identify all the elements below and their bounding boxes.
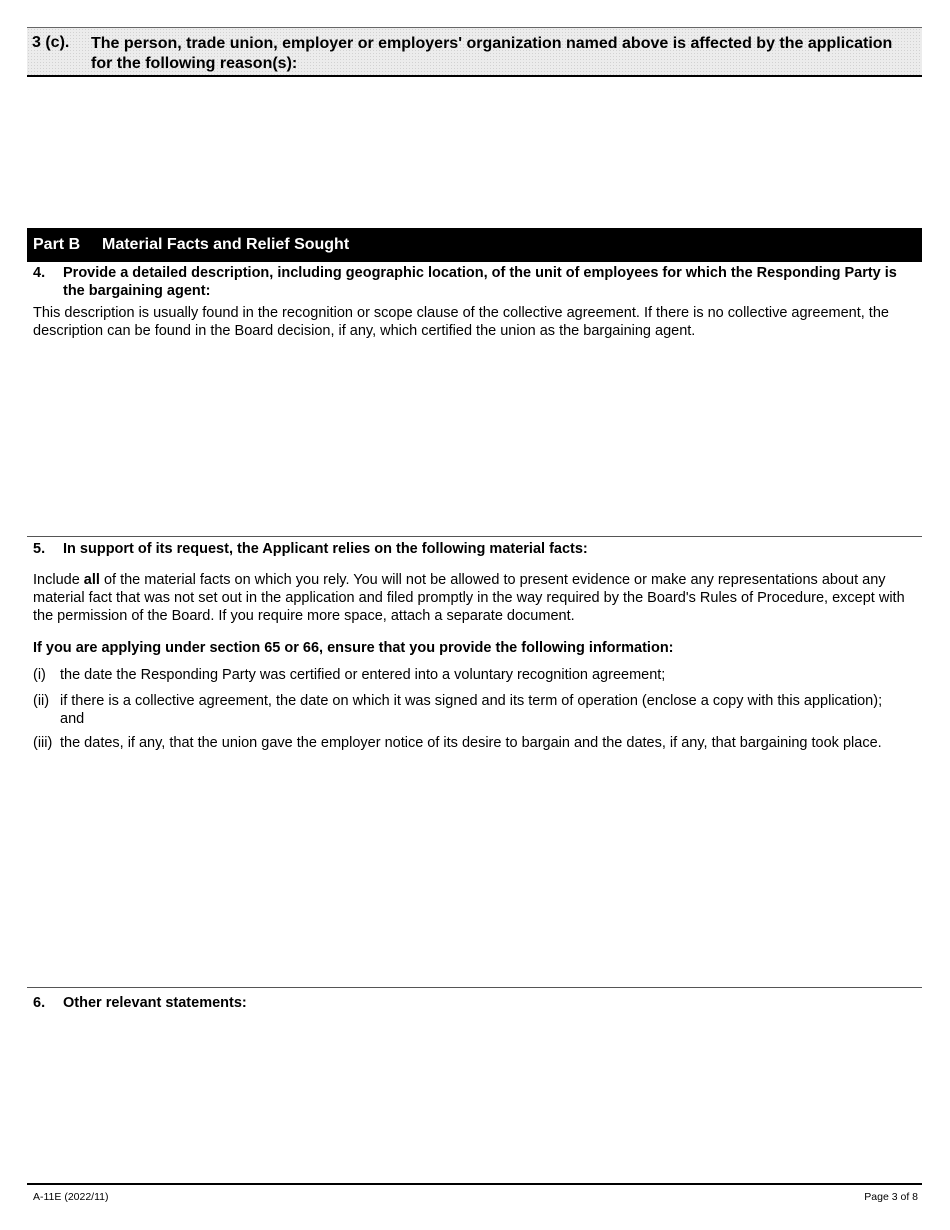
section-3c-number: 3 (c).	[32, 34, 70, 51]
q5-text: In support of its request, the Applicant relies on the following material facts:	[63, 541, 588, 557]
q6-number: 6.	[33, 995, 46, 1011]
footer-rule	[27, 1183, 922, 1185]
answer-area-5[interactable]	[27, 776, 922, 984]
answer-area-6[interactable]	[27, 1018, 922, 1180]
q5-instr-before: Include	[33, 572, 84, 588]
part-b-label: Part B	[33, 236, 81, 253]
q4-instructions: This description is usually found in the recognition or scope clause of the collective agreement. If there is no collective agreement, the description can be found in the Board decision, if any, which certified the union as the bargaining agent.	[33, 305, 889, 339]
q5-sub-heading: If you are applying under section 65 or 66, ensure that you provide the following information:	[33, 640, 674, 656]
q5-item-marker: (i)	[33, 667, 46, 683]
divider-q5	[27, 536, 922, 537]
q5-instr-after: of the material facts on which you rely. You will not be allowed to present evidence or make any representations about any material fact that was not set out in the application and filed promptly in the way required by the Board's Rules of Procedure, except with the permission of the Board. If you require more space, attach a separate document.	[33, 572, 905, 624]
section-3c-text: The person, trade union, employer or employers' organization named above is affected by the application for the following reason(s):	[91, 35, 893, 72]
q6-text: Other relevant statements:	[63, 995, 247, 1011]
q4-number: 4.	[33, 265, 46, 281]
q5-item-text: if there is a collective agreement, the date on which it was signed and its term of operation (enclose a copy with this application); and	[60, 693, 883, 727]
answer-area-3c[interactable]	[27, 80, 922, 226]
form-id: A-11E (2022/11)	[33, 1191, 109, 1203]
q5-item-marker: (iii)	[33, 735, 53, 751]
answer-area-4[interactable]	[27, 345, 922, 533]
part-b-header	[27, 228, 922, 262]
q5-item-text: the date the Responding Party was certified or entered into a voluntary recognition agreement;	[60, 667, 666, 683]
page-number: Page 3 of 8	[864, 1191, 918, 1203]
q5-instructions	[33, 571, 913, 625]
part-b-title: Material Facts and Relief Sought	[102, 236, 350, 253]
q5-number: 5.	[33, 541, 46, 557]
section-3c-header	[27, 27, 922, 77]
q5-item-text: the dates, if any, that the union gave the employer notice of its desire to bargain and the dates, if any, that bargaining took place.	[60, 735, 882, 751]
divider-q6	[27, 987, 922, 988]
q5-item-marker: (ii)	[33, 693, 50, 709]
q4-text: Provide a detailed description, including geographic location, of the unit of employees for which the Responding Party is the bargaining agent:	[63, 265, 897, 299]
q5-instr-bold: all	[83, 572, 100, 588]
